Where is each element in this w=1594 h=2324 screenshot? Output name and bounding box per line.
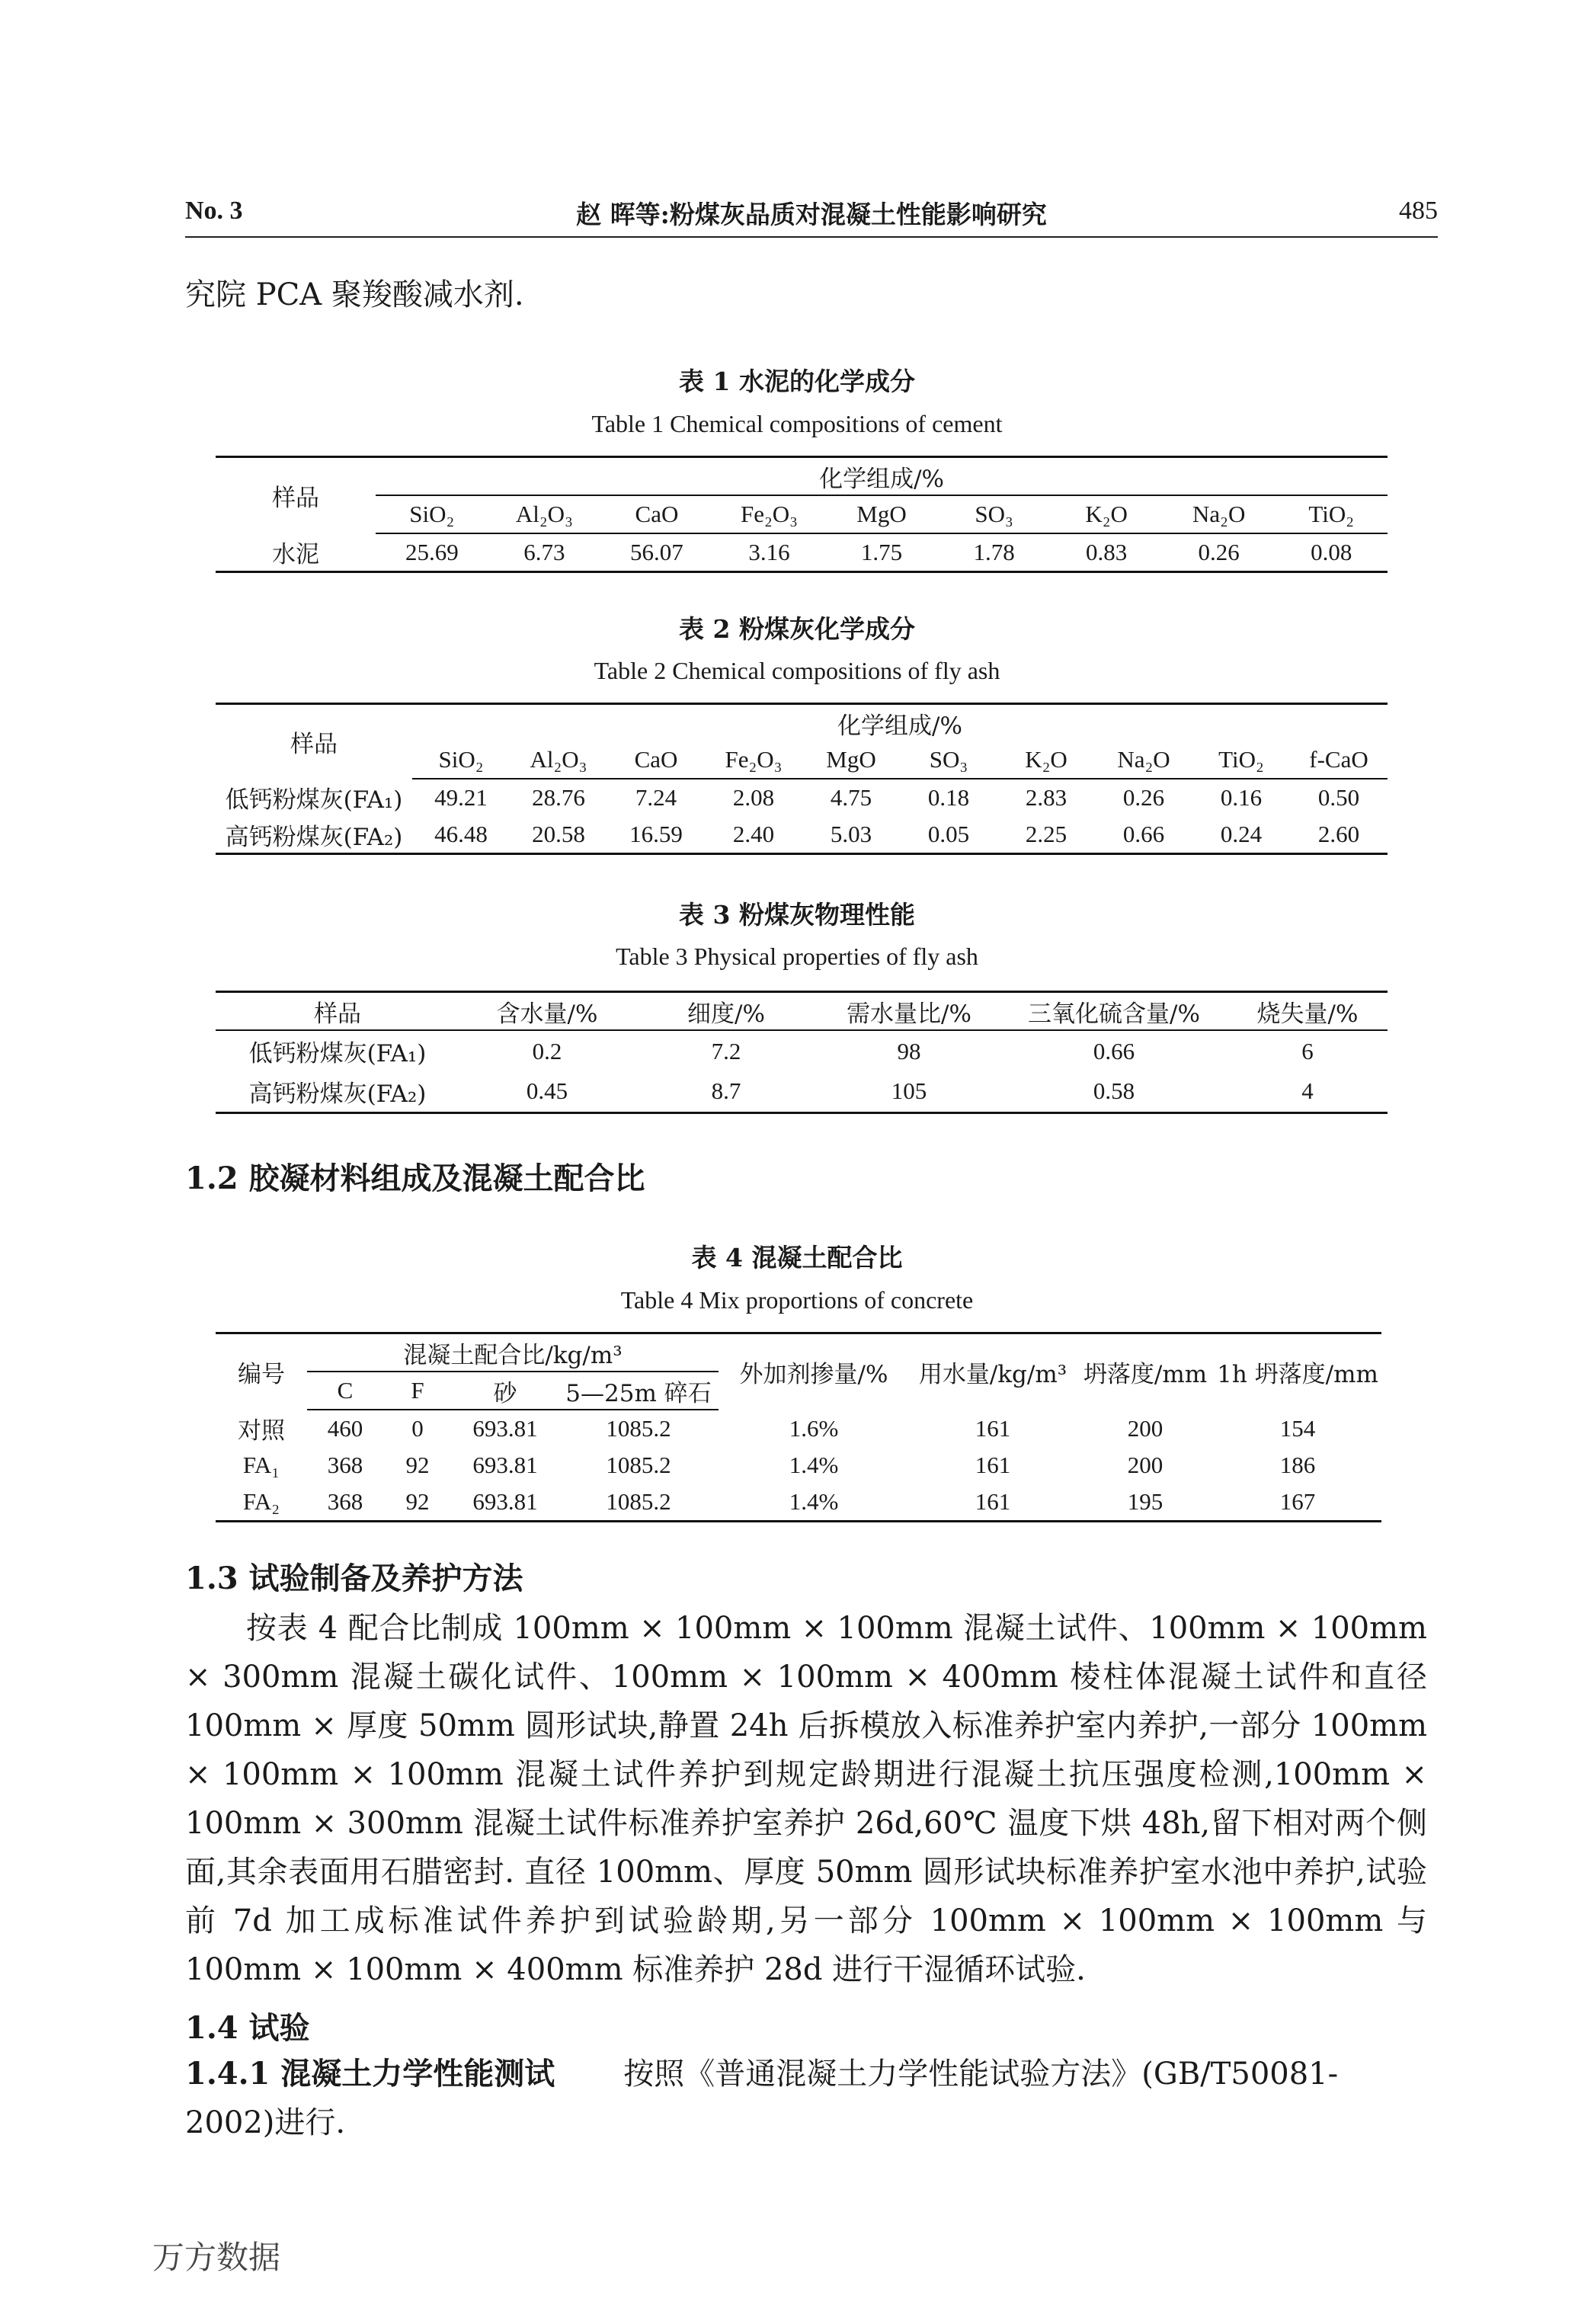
- section-heading-1-2: 1.2 胶凝材料组成及混凝土配合比: [185, 1160, 645, 1196]
- table-cell: 1.4%: [789, 1452, 839, 1478]
- row-label: 高钙粉煤灰(FA₂): [216, 816, 412, 854]
- table3-caption-cn: 表 3 粉煤灰物理性能: [679, 900, 915, 930]
- page-number: 485: [1399, 197, 1438, 225]
- table-cell: 0.50: [1317, 784, 1360, 811]
- table-row: [216, 1071, 1388, 1112]
- table-cell: 2.83: [1025, 784, 1067, 811]
- table4-sub-header: C: [307, 1372, 383, 1410]
- table-cell: 161: [909, 1484, 1077, 1522]
- table-cell: 161: [975, 1452, 1011, 1478]
- table-cell: 200: [1127, 1452, 1163, 1478]
- table2-col-header: f-CaO: [1290, 741, 1388, 779]
- table-cell: 186: [1279, 1452, 1316, 1478]
- table-cell: 0.2: [532, 1037, 562, 1064]
- table-cell: 4.75: [830, 784, 872, 811]
- table1-caption-en: Table 1 Chemical compositions of cement: [591, 410, 1003, 437]
- table-cell: 7.2: [711, 1037, 741, 1064]
- table-cell: 161: [975, 1414, 1011, 1442]
- table4-caption-en: Table 4 Mix proportions of concrete: [620, 1286, 974, 1314]
- watermark: 万方数据: [152, 2239, 281, 2276]
- table1: [216, 456, 1388, 573]
- issue-number: No. 3: [185, 197, 243, 225]
- table3-caption-en: Table 3 Physical properties of fly ash: [616, 943, 978, 970]
- table-cell: 20.58: [510, 816, 607, 854]
- table-cell: 3.16: [713, 533, 826, 572]
- table-cell: 1.75: [825, 533, 938, 572]
- table1-caption-cn: 表 1 水泥的化学成分: [679, 367, 915, 396]
- table-row: [216, 1030, 1388, 1071]
- table-cell: 0.58: [1000, 1071, 1228, 1112]
- table3-col-header: 三氧化硫含量/%: [1000, 992, 1228, 1031]
- table1-col-header: SiO₂: [376, 495, 488, 533]
- table-cell: 1085.2: [606, 1415, 671, 1442]
- table-row: [216, 779, 1388, 816]
- table2-sample-header: 样品: [216, 704, 412, 779]
- table-cell: 200: [1127, 1414, 1163, 1442]
- row-label: 高钙粉煤灰(FA₂): [216, 1071, 459, 1112]
- table-cell: 5.03: [802, 816, 900, 854]
- row-label: 水泥: [216, 533, 376, 572]
- table1-col-header: CaO: [600, 495, 713, 533]
- table-cell: 6: [1301, 1037, 1314, 1064]
- table-cell: 0.66: [1093, 1037, 1135, 1064]
- row-label: 对照: [238, 1417, 285, 1445]
- table-cell: 460: [327, 1415, 363, 1442]
- table4: [216, 1332, 1381, 1522]
- table-cell: 1.78: [938, 533, 1051, 572]
- table-cell: 0.26: [1163, 533, 1276, 572]
- table-cell: 693.81: [472, 1452, 538, 1478]
- table2-col-header: K₂O: [997, 741, 1095, 779]
- table4-col-header: 1h 坍落度/mm: [1214, 1333, 1381, 1410]
- table1-col-header: MgO: [825, 495, 938, 533]
- table-cell: 49.21: [434, 784, 488, 811]
- table-row: [216, 533, 1388, 572]
- table3-col-header: 烧失量/%: [1228, 992, 1388, 1031]
- table-cell: 0.45: [459, 1071, 635, 1112]
- table4-group-header: 混凝土配合比/kg/m³: [307, 1333, 719, 1372]
- row-label: FA₁: [242, 1452, 280, 1478]
- table-cell: 16.59: [607, 816, 705, 854]
- table-cell: 2.40: [705, 816, 802, 854]
- table-cell: 2.60: [1290, 816, 1388, 854]
- section-heading-1-3: 1.3 试验制备及养护方法: [185, 1561, 523, 1596]
- table-cell: 167: [1214, 1484, 1381, 1522]
- table-cell: 2.08: [732, 784, 775, 811]
- table-cell: 25.69: [376, 533, 488, 572]
- section-heading-1-4: 1.4 试验: [185, 2010, 310, 2046]
- table4-id-header: 编号: [216, 1333, 307, 1410]
- table-row: [216, 1484, 1381, 1522]
- table-cell: 0.05: [900, 816, 997, 854]
- table-cell: 92: [405, 1452, 430, 1478]
- table-cell: 1.6%: [789, 1414, 839, 1442]
- table-cell: 98: [897, 1037, 921, 1064]
- table-cell: 195: [1077, 1484, 1214, 1522]
- table2: [216, 703, 1388, 855]
- table2-col-header: Al₂O₃: [510, 741, 607, 779]
- table-cell: 0.83: [1050, 533, 1163, 572]
- table3-col-header: 需水量比/%: [818, 992, 1000, 1031]
- table2-caption-cn: 表 2 粉煤灰化学成分: [679, 614, 915, 644]
- table-cell: 8.7: [635, 1071, 818, 1112]
- row-label: FA₂: [216, 1484, 307, 1522]
- table-row: [216, 816, 1388, 854]
- table4-sub-header: 砂: [452, 1372, 559, 1410]
- table2-col-header: SO₃: [900, 741, 997, 779]
- table-cell: 368: [307, 1484, 383, 1522]
- table1-col-header: Al₂O₃: [488, 495, 601, 533]
- table1-sample-header: 样品: [216, 457, 376, 534]
- table4-col-header: 用水量/kg/m³: [909, 1333, 1077, 1410]
- table1-col-header: Fe₂O₃: [713, 495, 826, 533]
- subsection-1-4-1: [185, 2050, 1427, 2147]
- table3-col-header: 含水量/%: [459, 992, 635, 1031]
- table-cell: 4: [1228, 1071, 1388, 1112]
- table4-sub-header: 5—25m 碎石: [559, 1372, 719, 1410]
- paragraph-1-3: 按表 4 配合比制成 100mm × 100mm × 100mm 混凝土试件、100mm × 100mm × 300mm 混凝土碳化试件、100mm × 100mm × 400mm 棱柱体混凝土试件和直径 100mm × 厚度 50mm 圆形试块,静置 24h 后拆模放入标准养护室内养护,一部分 100mm × 100mm × 100mm 混凝土试件养护到规定龄期进行混凝土抗压强度检测,100mm × 100mm × 300mm 混凝土试件标准养护室养护 26d,60℃ 温度下烘 48h,留下相对两个侧面,其余表面用石腊密封. 直径 100mm、厚度 50mm 圆形试块标准养护室水池中养护,试验前 7d 加工成标准试件养护到试验龄期,另一部分 100mm × 100mm × 100mm 与 100mm × 100mm × 400mm 标准养护 28d 进行干湿循环试验.: [185, 1611, 1427, 1987]
- table-cell: 1085.2: [606, 1452, 671, 1478]
- table3-col-header: 样品: [216, 992, 459, 1031]
- table-cell: 1085.2: [559, 1484, 719, 1522]
- table-cell: 693.81: [452, 1484, 559, 1522]
- table4-caption-cn: 表 4 混凝土配合比: [691, 1243, 903, 1272]
- table-cell: 0.24: [1192, 816, 1290, 854]
- table-cell: 1.4%: [719, 1484, 909, 1522]
- table4-col-header: 外加剂掺量/%: [719, 1333, 909, 1410]
- table1-group-header: 化学组成/%: [376, 457, 1388, 496]
- table-cell: 0: [411, 1415, 424, 1442]
- running-title: 赵 晖等:粉煤灰品质对混凝土性能影响研究: [576, 200, 1047, 229]
- table-cell: 0.26: [1122, 784, 1165, 811]
- table-cell: 693.81: [472, 1415, 538, 1442]
- table-cell: 368: [327, 1452, 363, 1478]
- table4-sub-header: F: [383, 1372, 452, 1410]
- table3-col-header: 细度/%: [635, 992, 818, 1031]
- table2-col-header: SiO₂: [412, 741, 510, 779]
- row-label: 低钙粉煤灰(FA₁): [225, 786, 403, 814]
- table-cell: 0.18: [927, 784, 970, 811]
- table-row: [216, 1410, 1381, 1447]
- table-cell: 105: [818, 1071, 1000, 1112]
- table-cell: 7.24: [635, 784, 677, 811]
- table-cell: 0.16: [1220, 784, 1263, 811]
- running-header: [185, 190, 1438, 238]
- paragraph-1-4-1: 按照《普通混凝土力学性能试验方法》(GB/T50081-2002)进行.: [185, 2057, 1339, 2140]
- table2-caption-en: Table 2 Chemical compositions of fly ash: [594, 657, 1000, 684]
- intro-line: 究院 PCA 聚羧酸减水剂.: [185, 277, 524, 312]
- table2-col-header: TiO₂: [1192, 741, 1290, 779]
- table2-group-header: 化学组成/%: [412, 704, 1388, 742]
- table2-col-header: Na₂O: [1095, 741, 1192, 779]
- table4-col-header: 坍落度/mm: [1077, 1333, 1214, 1410]
- table2-col-header: Fe₂O₃: [705, 741, 802, 779]
- table2-col-header: MgO: [802, 741, 900, 779]
- table-cell: 0.08: [1275, 533, 1388, 572]
- table1-col-header: Na₂O: [1163, 495, 1276, 533]
- table-cell: 6.73: [488, 533, 601, 572]
- table1-col-header: TiO₂: [1275, 495, 1388, 533]
- subsection-heading-1-4-1: 1.4.1 混凝土力学性能测试: [185, 2056, 555, 2092]
- row-label: 低钙粉煤灰(FA₁): [248, 1040, 427, 1068]
- table-cell: 2.25: [997, 816, 1095, 854]
- table1-col-header: K₂O: [1050, 495, 1163, 533]
- table2-col-header: CaO: [607, 741, 705, 779]
- table-cell: 46.48: [412, 816, 510, 854]
- table-cell: 56.07: [600, 533, 713, 572]
- table-cell: 28.76: [532, 784, 585, 811]
- table-cell: 0.66: [1095, 816, 1192, 854]
- table-cell: 92: [383, 1484, 452, 1522]
- table3: [216, 991, 1388, 1114]
- table-cell: 154: [1279, 1414, 1316, 1442]
- table1-col-header: SO₃: [938, 495, 1051, 533]
- table-row: [216, 1447, 1381, 1484]
